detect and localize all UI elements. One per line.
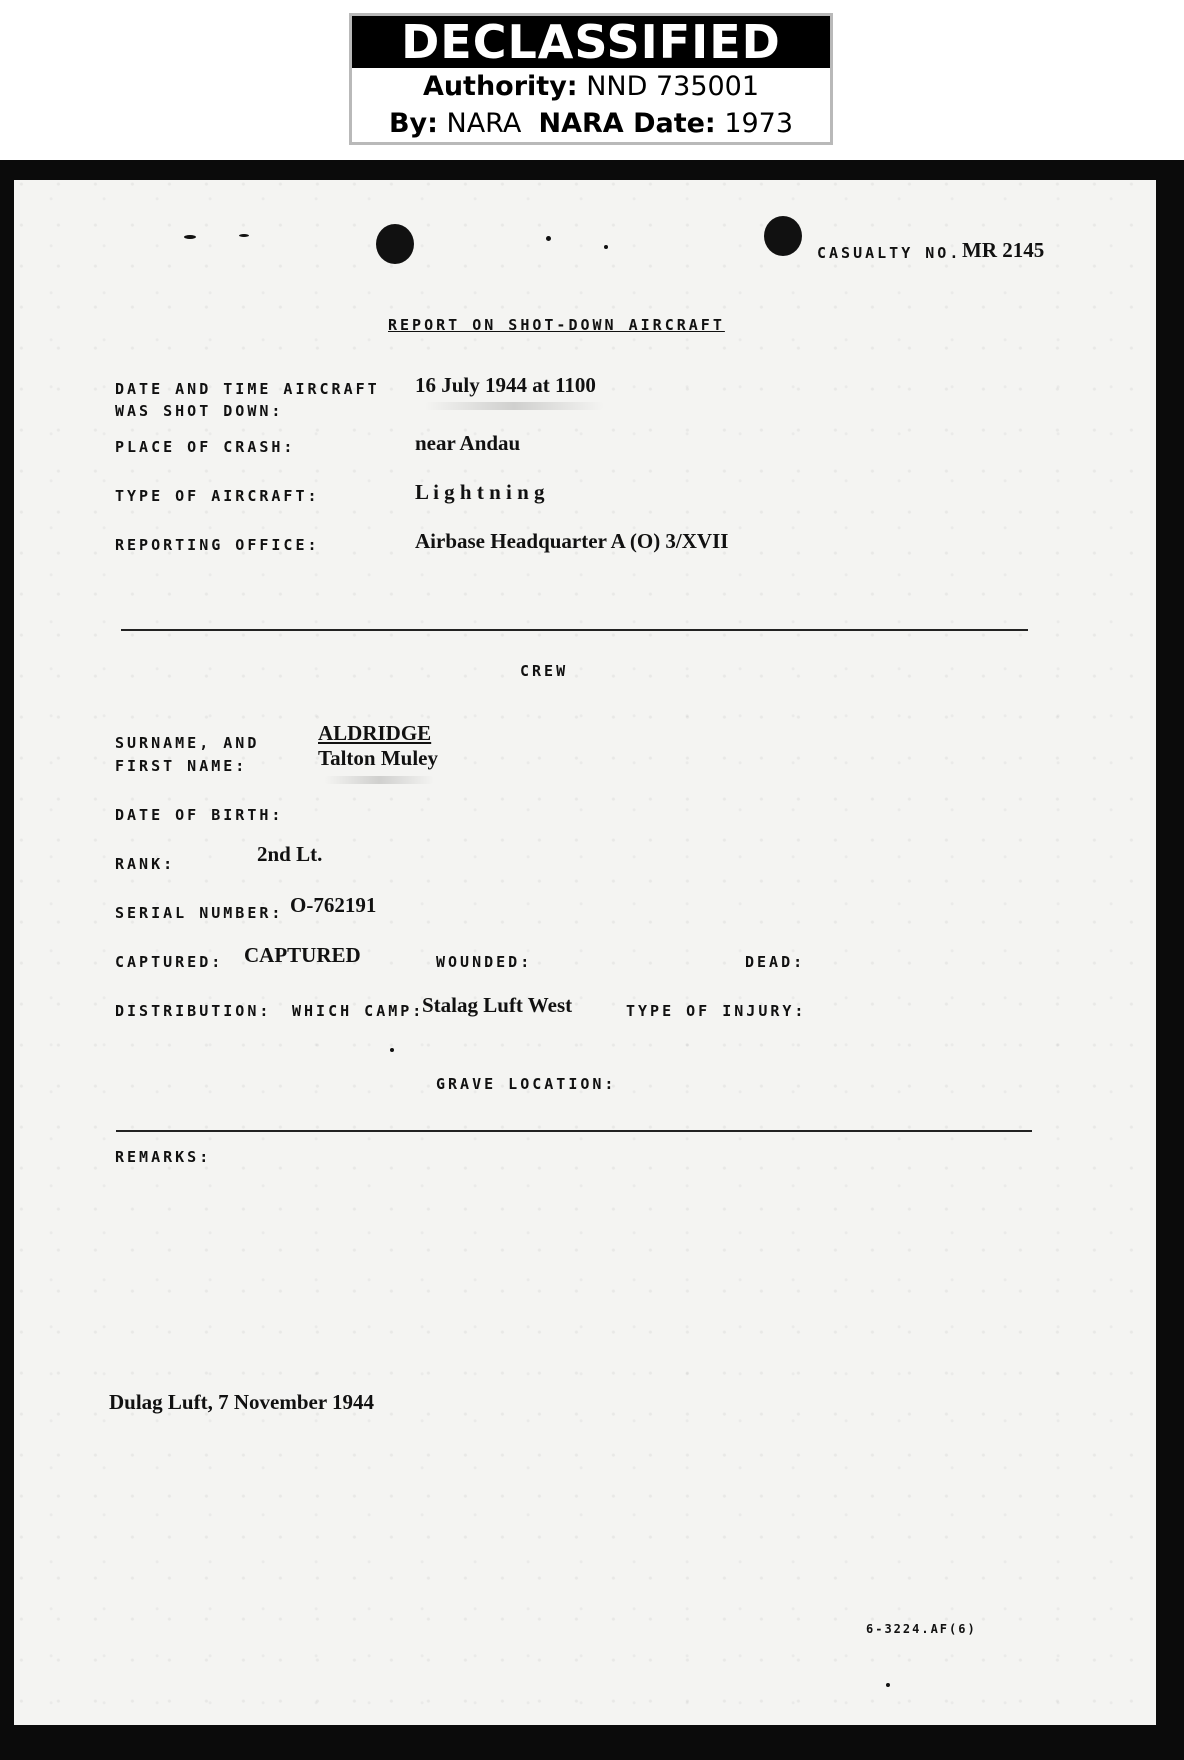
casualty-number-label: CASUALTY NO. bbox=[817, 244, 962, 262]
first-name-value: Talton Muley bbox=[318, 746, 438, 770]
date-time-label: DATE AND TIME AIRCRAFT bbox=[115, 380, 380, 398]
ink-speck bbox=[390, 1048, 394, 1052]
date-time-label-2: WAS SHOT DOWN: bbox=[115, 402, 284, 420]
reporting-office-label: REPORTING OFFICE: bbox=[115, 536, 320, 554]
date-time-value: 16 July 1944 at 1100 bbox=[415, 373, 596, 397]
grave-location-label: GRAVE LOCATION: bbox=[436, 1075, 617, 1093]
ink-speck bbox=[239, 234, 249, 237]
form-number: 6-3224.AF(6) bbox=[866, 1622, 977, 1636]
ink-speck bbox=[184, 235, 196, 239]
erasure-smudge bbox=[324, 776, 434, 784]
stamp-by-label: By: bbox=[388, 108, 438, 139]
report-title: REPORT ON SHOT-DOWN AIRCRAFT bbox=[388, 316, 725, 334]
scanned-document-frame bbox=[0, 160, 1184, 1760]
stamp-title: DECLASSIFIED bbox=[352, 16, 830, 68]
distribution-label: DISTRIBUTION: bbox=[115, 1002, 272, 1020]
erasure-smudge bbox=[424, 402, 604, 410]
which-camp-value: Stalag Luft West bbox=[422, 993, 573, 1017]
stamp-by-value: NARA bbox=[446, 108, 522, 139]
surname-label: SURNAME, AND bbox=[115, 734, 260, 752]
place-of-crash-value: near Andau bbox=[415, 431, 521, 455]
which-camp-label: WHICH CAMP: bbox=[292, 1002, 425, 1020]
ink-speck bbox=[546, 236, 551, 241]
ink-speck bbox=[604, 245, 608, 249]
date-of-birth-label: DATE OF BIRTH: bbox=[115, 806, 284, 824]
ink-speck bbox=[886, 1683, 890, 1687]
serial-number-value: O-762191 bbox=[290, 893, 377, 917]
section-divider bbox=[116, 1130, 1032, 1132]
type-of-aircraft-value: L i g h t n i n g bbox=[415, 480, 545, 504]
rank-value: 2nd Lt. bbox=[257, 842, 323, 866]
declassified-stamp bbox=[349, 13, 833, 145]
punch-hole-left bbox=[376, 224, 414, 264]
section-divider bbox=[121, 629, 1028, 631]
serial-number-label: SERIAL NUMBER: bbox=[115, 904, 284, 922]
rank-label: RANK: bbox=[115, 855, 176, 873]
place-of-crash-label: PLACE OF CRASH: bbox=[115, 438, 296, 456]
stamp-authority-line bbox=[352, 68, 830, 105]
punch-hole-right bbox=[764, 216, 802, 256]
casualty-number-value: MR 2145 bbox=[962, 238, 1045, 262]
stamp-date-value: 1973 bbox=[724, 108, 794, 139]
signature-line: Dulag Luft, 7 November 1944 bbox=[109, 1390, 375, 1414]
stamp-authority-label: Authority: bbox=[422, 71, 578, 102]
captured-label: CAPTURED: bbox=[115, 953, 224, 971]
document-page bbox=[14, 180, 1156, 1725]
stamp-by-line bbox=[352, 105, 830, 142]
stamp-date-label: NARA Date: bbox=[538, 108, 716, 139]
type-of-injury-label: TYPE OF INJURY: bbox=[626, 1002, 807, 1020]
stamp-authority-value: NND 735001 bbox=[586, 71, 760, 102]
crew-heading: CREW bbox=[520, 662, 569, 680]
wounded-label: WOUNDED: bbox=[436, 953, 533, 971]
reporting-office-value: Airbase Headquarter A (O) 3/XVII bbox=[415, 529, 729, 553]
remarks-label: REMARKS: bbox=[115, 1148, 212, 1166]
first-name-label: FIRST NAME: bbox=[115, 757, 248, 775]
captured-value: CAPTURED bbox=[244, 943, 361, 967]
dead-label: DEAD: bbox=[745, 953, 806, 971]
surname-value: ALDRIDGE bbox=[318, 721, 432, 745]
type-of-aircraft-label: TYPE OF AIRCRAFT: bbox=[115, 487, 320, 505]
